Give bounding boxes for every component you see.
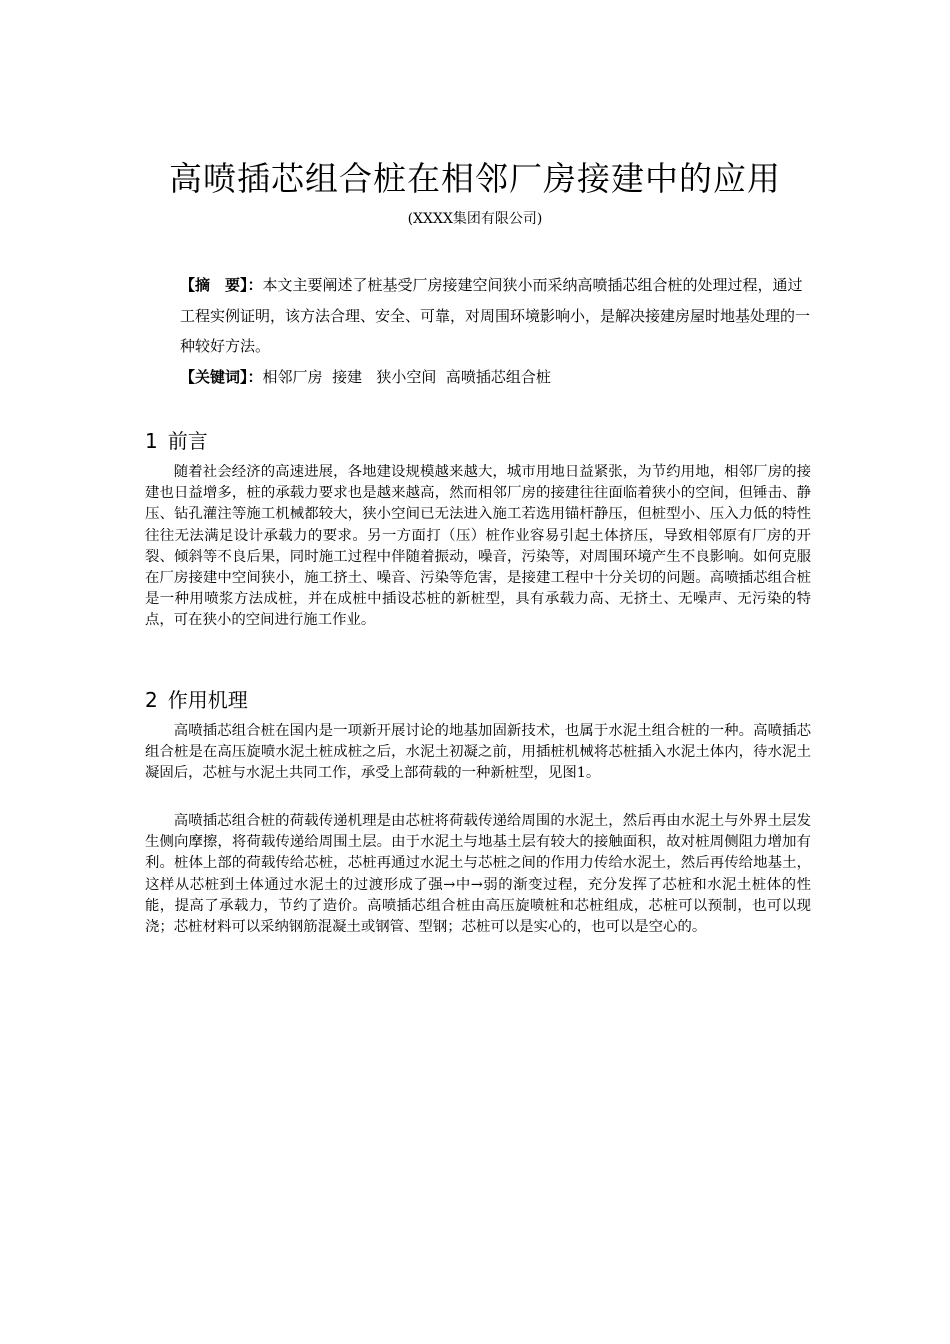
keywords-text: 相邻厂房 接建 狭小空间 高喷插芯组合桩	[262, 368, 551, 386]
keywords-colon: ：	[247, 368, 263, 386]
abstract-block	[180, 270, 810, 362]
abstract-text: 本文主要阐述了桩基受厂房接建空间狭小而采纳高喷插芯组合桩的处理过程，通过工程实例证明，该方法合理、安全、可靠，对周围环境影响小，是解决接建房屋时地基处理的一种较好方法。	[180, 276, 811, 355]
section-heading-1	[145, 427, 208, 455]
document-title: 高喷插芯组合桩在相邻厂房接建中的应用	[169, 159, 781, 198]
section-1-paragraph-1: 随着社会经济的高速进展，各地建设规模越来越大，城市用地日益紧张，为节约用地，相邻厂房的接建也日益增多，桩的承载力要求也是越来越高，然而相邻厂房的接建往往面临着狭小的空间，但锤击、静压、钻孔灌注等施工机械都较大，狭小空间已无法进入施工若选用锚杆静压，但桩型小、压入力低的特性往往无法满足设计承载力的要求。另一方面打（压）桩作业容易引起土体挤压，导致相邻原有厂房的开裂、倾斜等不良后果，同时施工过程中伴随着振动，噪音，污染等，对周围环境产生不良影响。如何克服在厂房接建中空间狭小，施工挤土、噪音、污染等危害，是接建工程中十分关切的问题。高喷插芯组合桩是一种用喷浆方法成桩，并在成桩中插设芯桩的新桩型，具有承载力高、无挤土、无噪声、无污染的特点，可在狭小的空间进行施工作业。	[145, 464, 811, 629]
section-2-paragraph-2: 高喷插芯组合桩的荷载传递机理是由芯桩将荷载传递给周围的水泥土，然后再由水泥土与外界土层发生侧向摩擦，将荷载传递给周围土层。由于水泥土与地基土层有较大的接触面积，故对桩周侧阻力增加有利。桩体上部的荷载传给芯桩，芯桩再通过水泥土与芯桩之间的作用力传给水泥土，然后再传给地基土，这样从芯桩到土体通过水泥土的过渡形成了强→中→弱的渐变过程，充分发挥了芯桩和水泥土桩体的性能，提高了承载力，节约了造价。高喷插芯组合桩由高压旋喷桩和芯桩组成，芯桩可以预制，也可以现浇；芯桩材料可以采纳钢筋混凝土或钢管、型钢；芯桩可以是实心的，也可以是空心的。	[145, 813, 811, 936]
abstract-colon: ：	[247, 276, 263, 294]
section-number: 2	[145, 688, 158, 712]
section-2-paragraph-1: 高喷插芯组合桩在国内是一项新开展讨论的地基加固新技术，也属于水泥土组合桩的一种。高喷插芯组合桩是在高压旋喷水泥土桩成桩之后，水泥土初凝之前，用插桩机械将芯桩插入水泥土体内，待水泥土凝固后，芯桩与水泥土共同工作，承受上部荷载的一种新桩型，见图1。	[145, 723, 811, 782]
keywords-block	[180, 365, 810, 389]
section-heading-2	[145, 686, 248, 714]
keywords-label: 【关键词】	[180, 368, 248, 386]
section-number: 1	[145, 429, 158, 453]
abstract-label: 【摘 要】	[180, 276, 248, 294]
document-affiliation: (XXXX集团有限公司)	[407, 211, 543, 227]
section-title: 前言	[167, 429, 208, 453]
section-title: 作用机理	[167, 688, 248, 712]
